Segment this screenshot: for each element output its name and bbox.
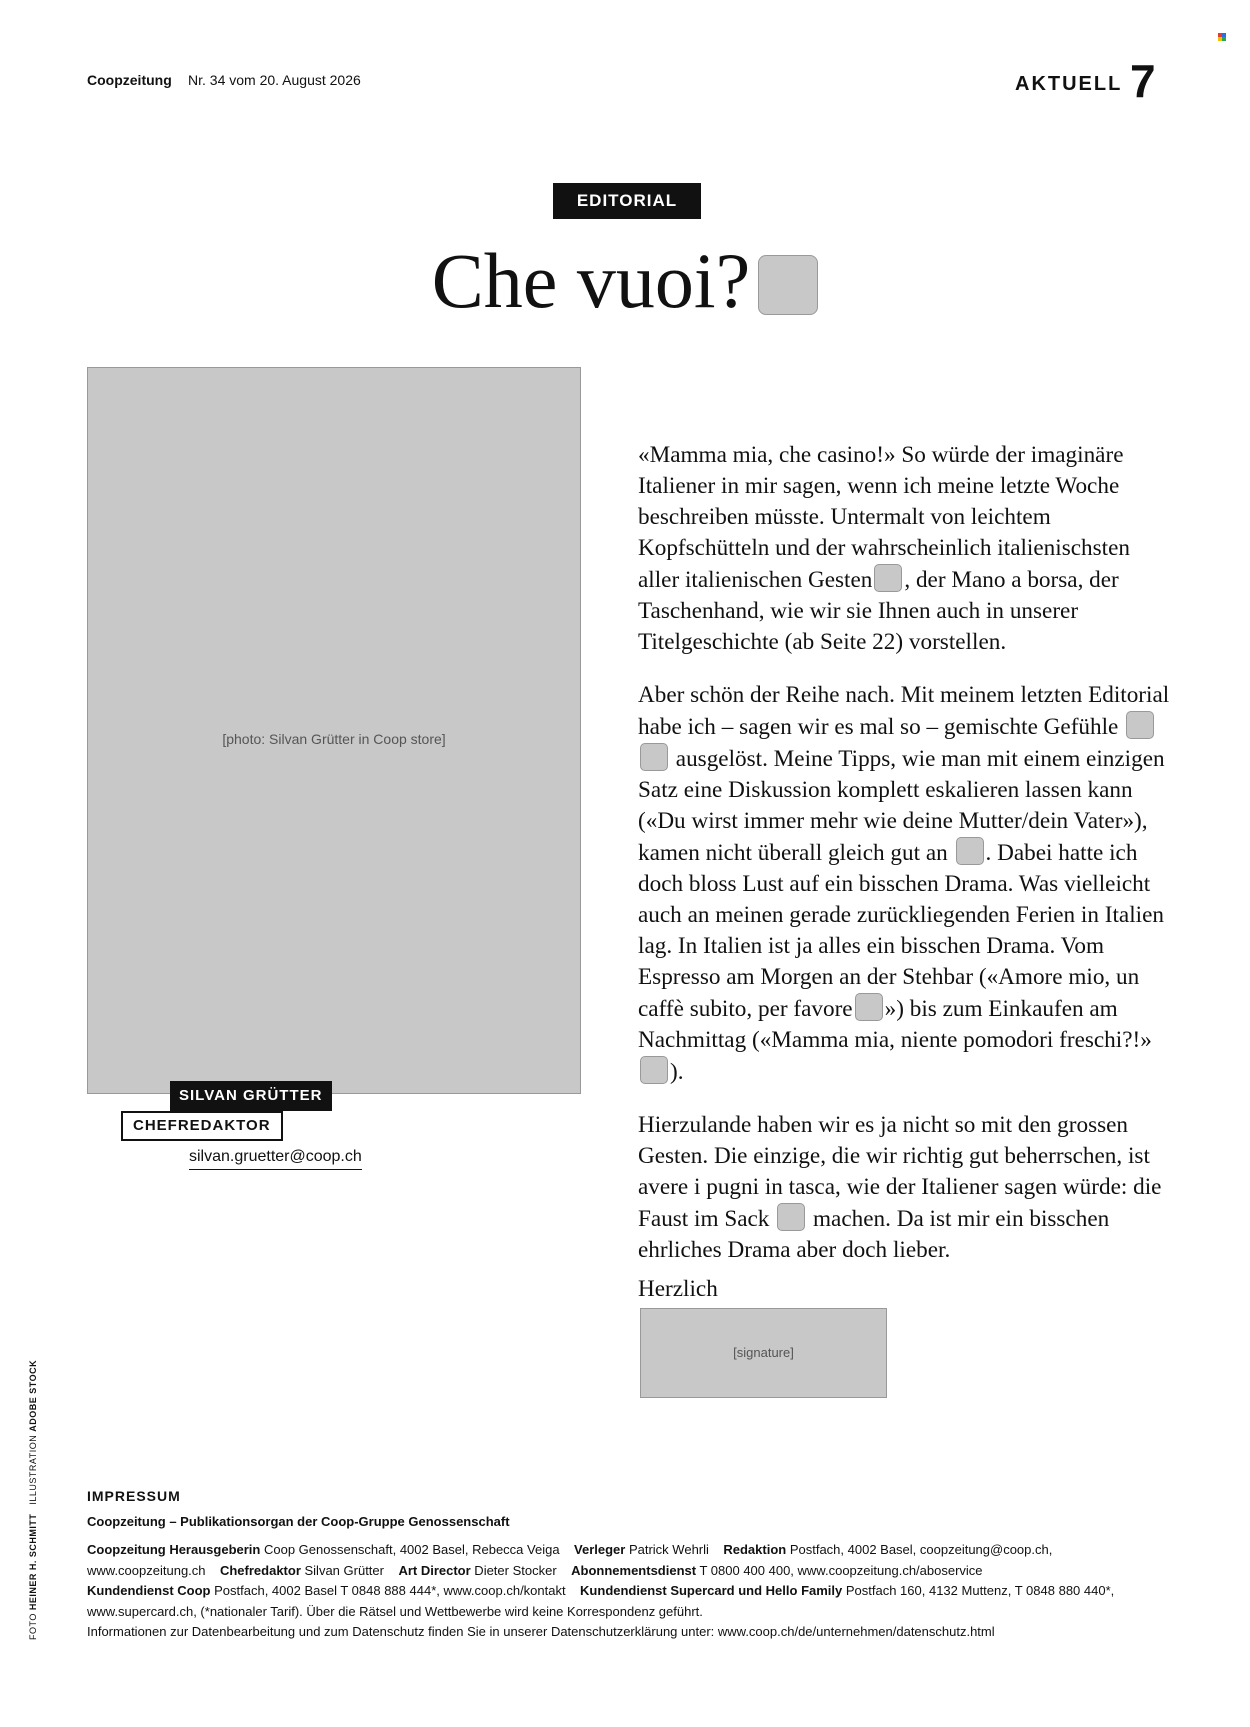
impressum-value: Postfach, 4002 Basel, coopzeitung@coop.ch, www.coopzeitung.ch (87, 1542, 1053, 1578)
paragraph-2-text-b: ausgelöst. Meine Tipps, wie man mit einem einzigen Satz eine Diskussion komplett eskalieren lassen kann («Du wirst immer mehr wie deine Mutter/dein Vater»), kamen nicht überall gleich gut an (638, 746, 1165, 866)
paragraph-2-text-c: . Dabei hatte ich doch bloss Lust auf ein bisschen Drama. Was vielleicht auch an meinen gerade zurückliegenden Ferien in Italien lag. In Italien ist ja alles ein bisschen Drama. Vom Espresso am Morgen an der Stehbar («Amore mio, un caffè subito, per favore (638, 840, 1164, 1022)
impressum-value: T 0800 400 400, www.coopzeitung.ch/aboservice (696, 1562, 983, 1578)
impressum-key: Verleger (574, 1542, 626, 1557)
author-name-tag: SILVAN GRÜTTER (170, 1081, 332, 1111)
impressum-key: Coopzeitung Herausgeberin (87, 1542, 261, 1557)
impressum-text (87, 1540, 1177, 1643)
impressum-value: Postfach, 4002 Basel T 0848 888 444*, www.coop.ch/kontakt (210, 1583, 566, 1598)
editorial-body (638, 440, 1173, 1288)
impressum-privacy-note: Informationen zur Datenbearbeitung und zum Datenschutz finden Sie in unserer Datenschutzerklärung unter: www.coop.ch/de/unternehmen/datenschutz.html (87, 1624, 995, 1639)
credit-foto-label: FOTO (28, 1613, 38, 1640)
editorial-badge: EDITORIAL (553, 183, 701, 219)
ok-hand-icon (855, 993, 883, 1021)
paragraph-3-text-a: Hierzulande haben wir es ja nicht so mit den grossen Gesten. Die einzige, die wir richtig gut beherrschen, ist avere i pugni in tasca, wie der Italiener sagen würde: die Faust im Sack (638, 1112, 1162, 1232)
credit-illu-name: ADOBE STOCK (28, 1359, 38, 1432)
photo-placeholder-label: [photo: Silvan Grütter in Coop store] (222, 730, 446, 747)
section-label: AKTUELL (1015, 73, 1123, 95)
pinched-fingers-icon (640, 1056, 668, 1084)
impressum-key: Art Director (398, 1562, 471, 1578)
impressum-key: Kundendienst Supercard und Hello Family (580, 1583, 843, 1598)
impressum-value: Patrick Wehrli (625, 1542, 709, 1557)
photo-credit (28, 1360, 38, 1640)
impressum-key: Abonnementsdienst (571, 1562, 697, 1578)
impressum-value: Silvan Grütter (300, 1562, 384, 1578)
impressum-value: Postfach 160, 4132 Muttenz, T 0848 880 440*, www.supercard.ch, (*nationaler Tarif). Über die Rätsel und Wettbewerbe wird keine Korrespondenz geführt. (87, 1583, 1115, 1619)
impressum-key: Kundendienst Coop (87, 1583, 211, 1598)
page-title (0, 238, 1250, 324)
thumbs-down-icon (640, 743, 668, 771)
raised-fist-icon (777, 1203, 805, 1231)
paragraph-2 (638, 680, 1173, 1088)
author-photo (87, 367, 581, 1094)
page-number: 7 (1130, 55, 1156, 107)
pinched-fingers-icon (874, 564, 902, 592)
paragraph-1-text-b: , der Mano a borsa, der Taschenhand, wie wir sie Ihnen auch in unserer Titelgeschichte (ab Seite 22) vorstellen. (638, 567, 1119, 655)
impressum-key: Redaktion (723, 1542, 787, 1557)
thumbs-up-icon (1126, 711, 1154, 739)
paragraph-1-text-a: «Mamma mia, che casino!» So würde der imaginäre Italiener in mir sagen, wenn ich meine letzte Woche beschreiben müsste. Untermalt von leichtem Kopfschütteln und der wahrscheinlich italienischsten aller italienischen Gesten (638, 442, 1130, 593)
impressum-value: Dieter Stocker (470, 1562, 557, 1578)
impressum-title: IMPRESSUM (87, 1488, 181, 1504)
color-mark-icon (1218, 33, 1226, 41)
paragraph-2-text-a: Aber schön der Reihe nach. Mit meinem letzten Editorial habe ich – sagen wir es mal so – gemischte Gefühle (638, 682, 1170, 740)
paragraph-1 (638, 440, 1173, 658)
paragraph-3-text-b: machen. Da ist mir ein bisschen ehrliches Drama aber doch lieber. (638, 1206, 1110, 1263)
publication-name: Coopzeitung (87, 72, 172, 88)
author-email-link[interactable]: silvan.gruetter@coop.ch (189, 1148, 362, 1170)
issue-date: Nr. 34 vom 20. August 2026 (188, 72, 361, 88)
backhand-pointing-icon (956, 837, 984, 865)
pinched-fingers-icon (758, 255, 818, 315)
impressum-value: Coop Genossenschaft, 4002 Basel, Rebecca Veiga (260, 1542, 560, 1557)
title-text: Che vuoi? (431, 237, 751, 324)
impressum-subtitle: Coopzeitung – Publikationsorgan der Coop-Gruppe Genossenschaft (87, 1514, 510, 1529)
credit-foto-name: HEINER H. SCHMITT (28, 1513, 38, 1611)
sign-off: Herzlich (638, 1276, 718, 1302)
author-role-tag: CHEFREDAKTOR (121, 1111, 283, 1141)
paragraph-3 (638, 1110, 1173, 1266)
signature-image: [signature] (640, 1308, 887, 1398)
paragraph-2-text-d: ») bis zum Einkaufen am Nachmittag («Mamma mia, niente pomodori freschi?!» (638, 996, 1152, 1053)
paragraph-2-text-e: ). (670, 1059, 684, 1085)
credit-illu-label: ILLUSTRATION (28, 1434, 38, 1505)
impressum-key: Chefredaktor (219, 1562, 301, 1578)
